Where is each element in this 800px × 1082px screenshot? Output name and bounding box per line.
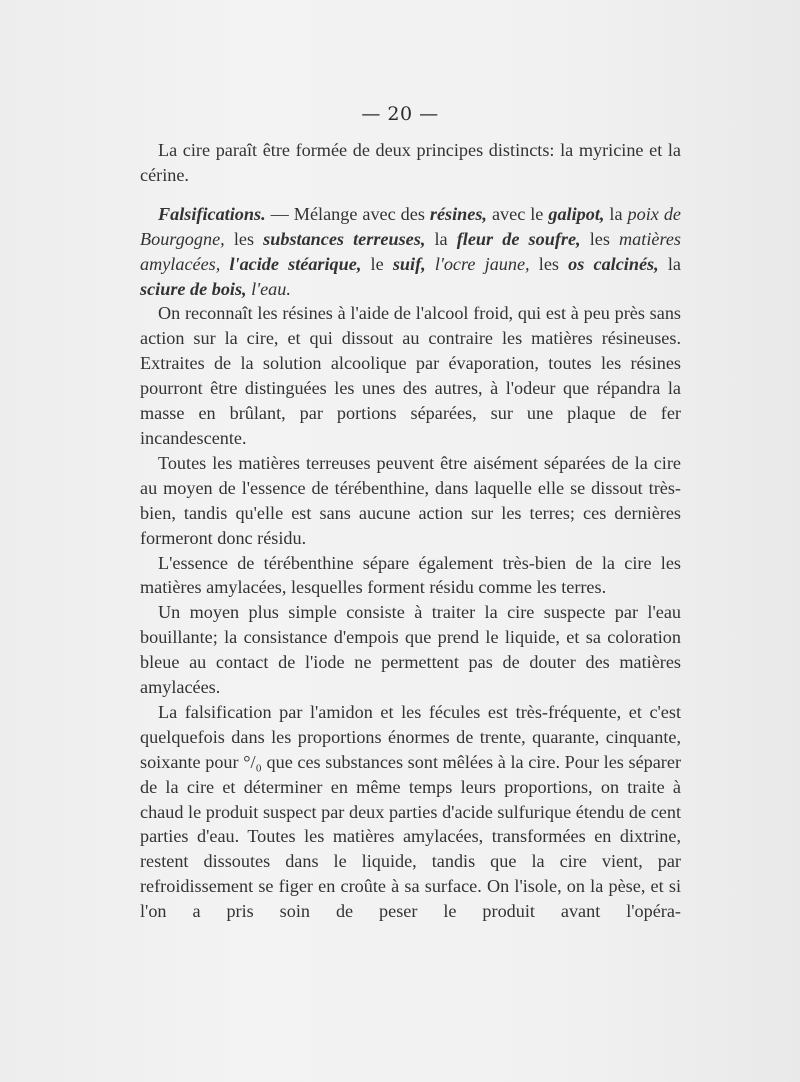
text-run: — Mélange avec des <box>265 203 430 224</box>
text-run: le <box>361 253 393 274</box>
paragraph-falsifications <box>140 202 681 302</box>
body-text <box>140 138 681 924</box>
paragraph-eau-bouillante: Un moyen plus simple consiste à traiter la cire suspecte par l'eau bouillante; la consistance d'empois que prend le liquide, et sa coloration bleue au contact de l'iode ne permettent pas de douter des matières amylacées. <box>140 602 681 698</box>
text-run: les <box>580 228 620 249</box>
paragraph-amidon-fecules: La falsification par l'amidon et les fécules est très-fréquente, et c'est quelquefois dans les proportions énormes de trente, quarante, cinquante, soixante pour °/₀ que ces substances sont mêlées à la cire. Pour les séparer de la cire et déterminer en même temps leurs proportions, on traite à chaud le produit suspect par deux parties d'acide sulfurique étendu de cent parties d'eau. Toutes les matières amylacées, transformées en dixtrine, restent dissoutes dans le liquide, tandis que la cire vient, par refroidissement se figer en croûte à sa surface. On l'isole, on la pèse, et si l'on a pris soin de peser le produit avant l'opéra- <box>140 701 681 922</box>
section-heading-falsifications: Falsifications. <box>158 203 266 224</box>
text-run <box>426 254 435 274</box>
term-os-calcines: os calcinés, <box>568 253 659 274</box>
paragraph-essence-terebenthine: L'essence de térébenthine sépare également très-bien de la cire les matières amylacées, lesquelles forment résidu comme les terres. <box>140 552 681 598</box>
paragraph-resines: On reconnaît les résines à l'aide de l'alcool froid, qui est à peu près sans action sur la cire, et qui dissout au contraire les matières résineuses. Extraites de la solution alcoolique par évaporation, toutes les résines pourront être distinguées les unes des autres, à l'odeur que répandra la masse en brûlant, par portions séparées, sur une plaque de fer incandescente. <box>140 303 681 448</box>
term-acide-stearique: l'acide stéarique, <box>229 253 362 274</box>
term-sciure-de-bois: sciure de bois, <box>140 278 247 299</box>
term-galipot: galipot, <box>548 203 605 224</box>
text-run: la <box>425 228 457 249</box>
term-ocre-jaune: l'ocre jaune, <box>434 253 530 274</box>
text-run: la <box>604 203 628 224</box>
term-matieres-amylacees: matières amylacées, <box>140 228 681 274</box>
text-run: les <box>224 228 264 249</box>
text-run: les <box>529 253 569 274</box>
term-suif: suif, <box>392 253 426 274</box>
term-poix-de-bourgogne: poix de Bourgogne, <box>140 203 682 249</box>
term-eau: l'eau. <box>251 278 291 299</box>
term-fleur-de-soufre: fleur de soufre, <box>456 228 581 249</box>
paragraph-composition: La cire paraît être formée de deux principes distincts: la myricine et la cérine. <box>140 140 681 185</box>
term-resines: résines, <box>429 203 487 224</box>
page-number: — 20 — <box>361 103 439 125</box>
term-substances-terreuses: substances terreuses, <box>263 228 426 249</box>
text-run: avec le <box>486 203 549 224</box>
paragraph-matieres-terreuses: Toutes les matières terreuses peuvent être aisément séparées de la cire au moyen de l'essence de térébenthine, dans laquelle elle se dissout très-bien, tandis qu'elle est sans aucune action sur les terres; ces dernières formeront donc résidu. <box>140 452 681 548</box>
text-run: la <box>658 253 681 274</box>
